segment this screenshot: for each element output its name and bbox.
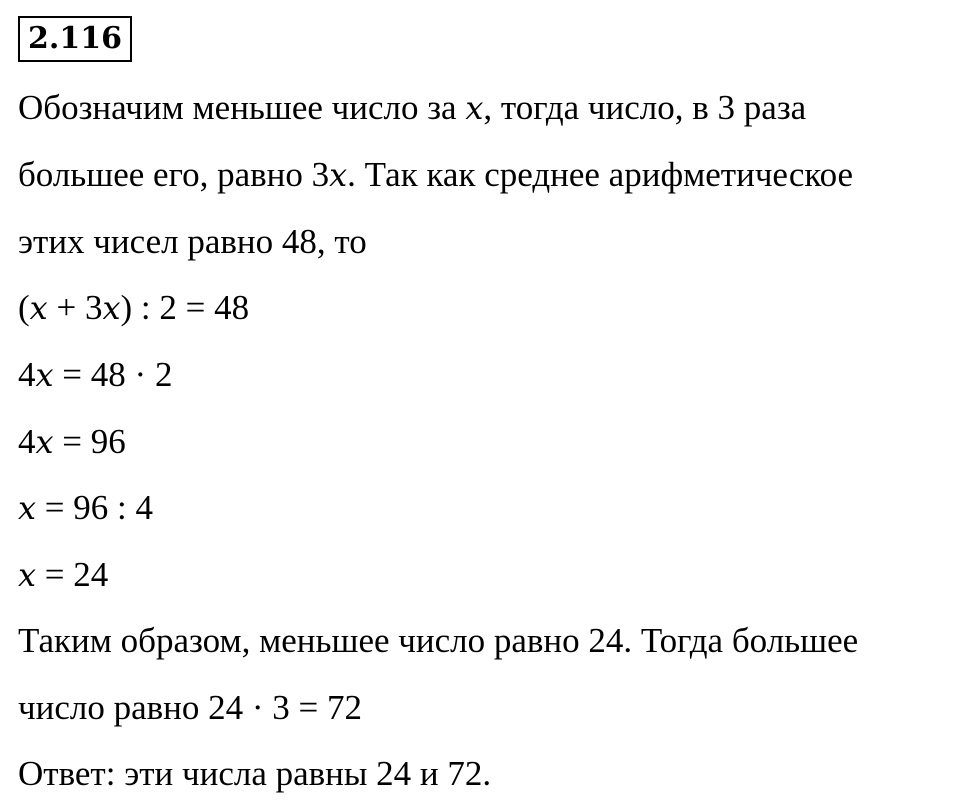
text-segment: = 96 : 4 — [36, 488, 154, 527]
equation-line-3 — [18, 420, 126, 464]
text-segment: число равно 24 · 3 = 72 — [18, 688, 363, 727]
text-segment: . Так как среднее арифметическое — [347, 155, 854, 194]
text-segment: 4 — [18, 355, 36, 394]
text-segment: Таким образом, меньшее число равно 24. Тогда большее — [18, 621, 859, 660]
text-line-3 — [18, 220, 367, 264]
variable-x: x — [465, 89, 484, 127]
equation-line-4 — [18, 486, 153, 530]
variable-x: x — [35, 423, 54, 461]
variable-x: x — [18, 489, 37, 527]
problem-number: 2.116 — [18, 16, 132, 62]
equation-line-2 — [18, 353, 172, 397]
text-line-4 — [18, 619, 858, 663]
equation-line-5 — [18, 553, 108, 597]
equation-line-1 — [18, 286, 249, 330]
text-segment: = 96 — [53, 422, 126, 461]
text-segment: ( — [18, 288, 30, 327]
text-segment: этих чисел равно 48, то — [18, 222, 367, 261]
text-line-2 — [18, 153, 853, 197]
text-segment: = 24 — [36, 555, 109, 594]
text-line-5 — [18, 686, 362, 730]
answer-line — [18, 752, 491, 796]
text-segment: ) : 2 = 48 — [120, 288, 250, 327]
text-segment: Обозначим меньшее число за — [18, 88, 466, 127]
variable-x: x — [29, 289, 48, 327]
variable-x: x — [329, 156, 348, 194]
variable-x: x — [18, 556, 37, 594]
text-segment: = 48 · 2 — [53, 355, 173, 394]
text-segment: , тогда число, в 3 раза — [483, 88, 807, 127]
text-segment: Ответ: эти числа равны 24 и 72. — [18, 754, 492, 793]
text-segment: 4 — [18, 422, 36, 461]
variable-x: x — [102, 289, 121, 327]
text-segment: большее его, равно 3 — [18, 155, 330, 194]
text-segment: + 3 — [47, 288, 103, 327]
variable-x: x — [35, 356, 54, 394]
text-line-1 — [18, 86, 806, 130]
